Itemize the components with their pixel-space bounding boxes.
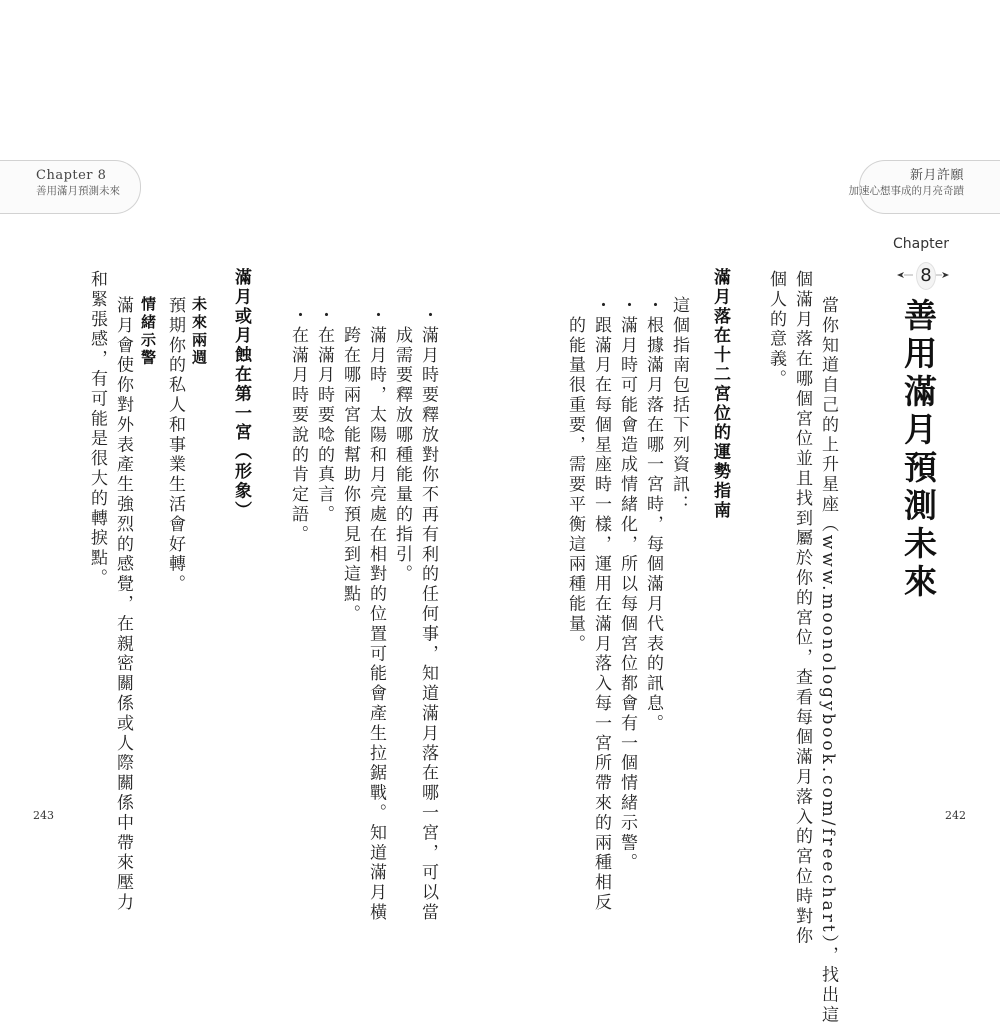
intro-line: 個滿月落在哪個宮位並且找到屬於你的宮位，查看每個滿月落入的宮位時對你 bbox=[792, 270, 812, 947]
list-intro: 這個指南包括下列資訊： bbox=[669, 296, 689, 515]
bullet-line: 成需要釋放哪種能量的指引。 bbox=[392, 306, 412, 585]
emotional-warning-text: 和緊張感，有可能是很大的轉捩點。 bbox=[87, 270, 107, 589]
emotional-warning-text: 滿月會使你對外表產生強烈的感覺，在親密關係或人際關係中帶來壓力 bbox=[113, 296, 133, 913]
bullet-line: ・滿月時，太陽和月亮處在相對的位置可能會產生拉鋸戰。知道滿月橫 bbox=[366, 306, 386, 923]
running-header-left bbox=[36, 168, 120, 199]
intro-line: 個人的意義。 bbox=[766, 270, 786, 390]
bullet-line: 跨在哪兩宮能幫助你預見到這點。 bbox=[340, 306, 360, 625]
chapter-number-badge: 8 bbox=[916, 262, 936, 290]
bullet-line: ・在滿月時要唸的真言。 bbox=[314, 306, 334, 525]
subheading-emotional-warning: 情緒示警 bbox=[139, 296, 157, 368]
header-book-subtitle: 加速心想事成的月亮奇蹟 bbox=[848, 185, 964, 197]
bullet-line: ・根據滿月落在哪一宮時，每個滿月代表的訊息。 bbox=[643, 296, 663, 734]
bullet-line: ・滿月時可能會造成情緒化，所以每個宮位都會有一個情緒示警。 bbox=[617, 296, 637, 874]
section-heading-twelve-houses: 滿月落在十二宮位的運勢指南 bbox=[710, 268, 730, 521]
page-number-right: 242 bbox=[945, 809, 966, 822]
subheading-next-two-weeks: 未來兩週 bbox=[190, 296, 208, 368]
next-two-weeks-text: 預期你的私人和事業生活會好轉。 bbox=[165, 296, 185, 595]
page-number-left: 243 bbox=[33, 809, 54, 822]
header-chapter: Chapter 8 bbox=[36, 168, 107, 183]
left-page bbox=[0, 0, 500, 1000]
bullet-line: 的能量很重要，需要平衡這兩種能量。 bbox=[565, 296, 585, 655]
bullet-line: ・在滿月時要說的肯定語。 bbox=[288, 306, 308, 545]
chapter-title: 善用滿月預測未來 bbox=[899, 298, 938, 602]
right-page bbox=[500, 0, 1000, 1025]
chapter-label: Chapter bbox=[893, 236, 949, 252]
bullet-line: ・滿月時要釋放對你不再有利的任何事，知道滿月落在哪一宮，可以當 bbox=[418, 306, 438, 923]
header-book-title: 新月許願 bbox=[909, 168, 964, 183]
section-heading-first-house: 滿月或月蝕在第一宮（形象） bbox=[231, 268, 251, 521]
bullet-line: ・跟滿月在每個星座時一樣，運用在滿月落入每一宮所帶來的兩種相反 bbox=[591, 296, 611, 913]
header-chapter-subtitle: 善用滿月預測未來 bbox=[36, 185, 120, 197]
running-header-right bbox=[849, 168, 965, 199]
intro-line: 當你知道自己的上升星座（www.moonologybook.com/freechart），找出這 bbox=[818, 296, 838, 1025]
